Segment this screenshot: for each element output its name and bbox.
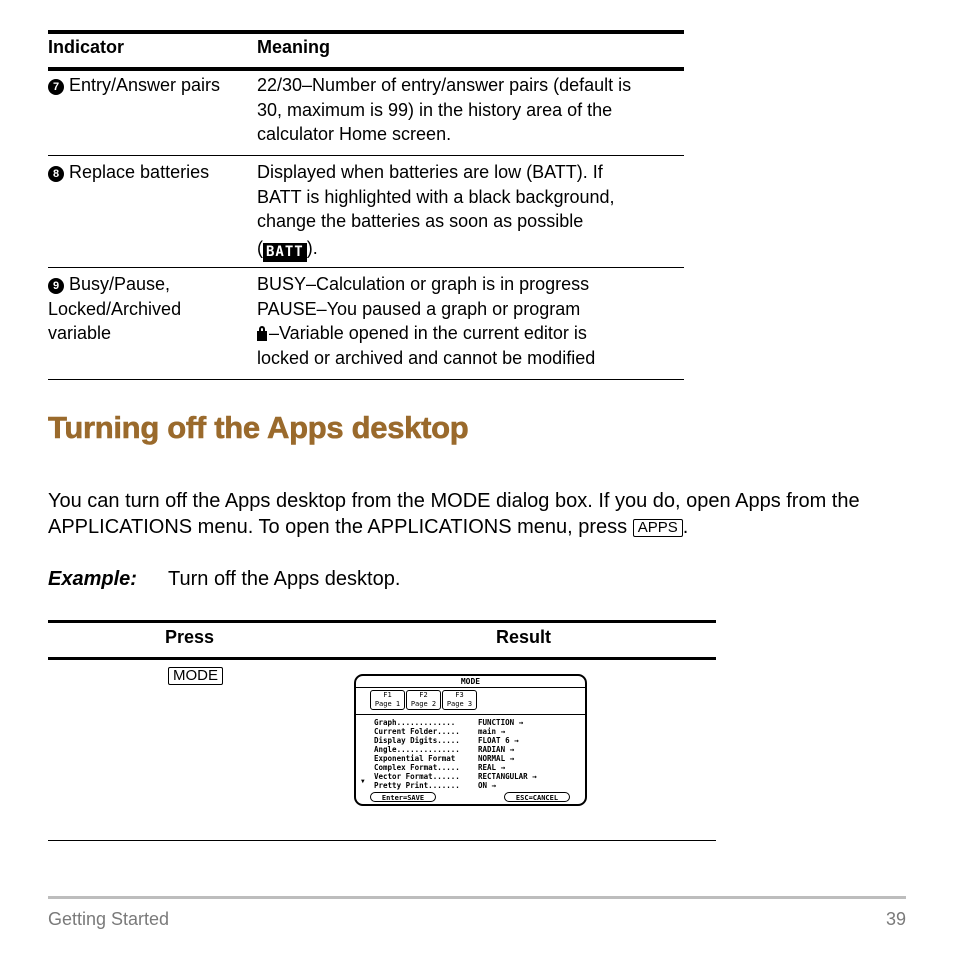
tab-label: Page 3 [446, 700, 473, 708]
example-label: Example: [48, 568, 137, 590]
tab-page-3[interactable] [442, 690, 477, 710]
paren-open: ( [257, 237, 263, 258]
row-rule [48, 155, 684, 156]
row-rule [48, 267, 684, 268]
footer-rule [48, 896, 906, 899]
setting-value[interactable]: FUNCTION → [478, 718, 524, 727]
enter-save-button[interactable]: Enter=SAVE [370, 792, 436, 802]
setting-value[interactable]: FLOAT 6 → [478, 736, 519, 745]
indicator-label: variable [48, 323, 112, 343]
indicator-label: Entry/Answer pairs [69, 75, 221, 95]
table-bottom-rule [48, 840, 716, 841]
meaning-cell [257, 160, 684, 262]
setting-value[interactable]: ON → [478, 781, 497, 790]
paren-close: ). [306, 237, 318, 258]
esc-cancel-button[interactable]: ESC=CANCEL [504, 792, 570, 802]
indicator-label: Locked/Archived [48, 298, 182, 319]
example-line [48, 568, 401, 591]
meaning-line: Displayed when batteries are low (BATT). If [257, 162, 603, 182]
meaning-cell [257, 272, 684, 370]
meaning-cell [257, 73, 684, 147]
apps-key-icon: APPS [633, 519, 683, 537]
number-8-icon: 8 [48, 166, 64, 182]
tab-key: F3 [455, 691, 464, 699]
indicator-cell [48, 160, 248, 185]
tab-label: Page 1 [374, 700, 401, 708]
number-9-icon: 9 [48, 278, 64, 294]
meaning-line: change the batteries as soon as possible [257, 211, 584, 231]
press-cell [168, 667, 223, 686]
page-number: 39 [885, 909, 906, 929]
setting-label: Angle.............. [374, 745, 460, 754]
header-rule [48, 657, 716, 660]
indicator-cell [48, 73, 248, 98]
scroll-down-icon: ▼ [361, 778, 365, 785]
setting-value[interactable]: RECTANGULAR → [478, 772, 537, 781]
meaning-line: 22/30–Number of entry/answer pairs (default is [257, 75, 632, 95]
header-press: Press [165, 627, 215, 647]
calculator-screen [354, 674, 587, 806]
meaning-text: –Variable opened in the current editor is [269, 323, 587, 343]
setting-label: Display Digits..... [374, 736, 460, 745]
setting-label: Pretty Print....... [374, 781, 460, 790]
tab-label: Page 2 [410, 700, 437, 708]
setting-value[interactable]: main → [478, 727, 506, 736]
row-rule [48, 379, 684, 380]
mode-key-icon: MODE [168, 667, 223, 685]
meaning-line: locked or archived and cannot be modified [257, 347, 596, 368]
batt-indicator-icon: BATT [263, 243, 307, 262]
meaning-line: BUSY–Calculation or graph is in progress [257, 274, 590, 294]
setting-label: Current Folder..... [374, 727, 460, 736]
indicator-cell [48, 272, 248, 346]
footer-section-name: Getting Started [48, 909, 170, 929]
setting-value[interactable]: RADIAN → [478, 745, 515, 754]
meaning-line: 30, maximum is 99) in the history area of the [257, 99, 613, 120]
tab-key: F2 [419, 691, 428, 699]
table-top-rule [48, 30, 684, 34]
header-result: Result [496, 627, 552, 647]
paragraph-end: . [682, 516, 689, 538]
header-indicator: Indicator [48, 37, 125, 57]
header-rule [48, 67, 684, 71]
number-7-icon: 7 [48, 79, 64, 95]
tab-page-1[interactable] [370, 690, 405, 710]
setting-label: Graph............. [374, 718, 456, 727]
meaning-line: calculator Home screen. [257, 124, 452, 144]
setting-value[interactable]: REAL → [478, 763, 506, 772]
press-result-table [48, 620, 716, 844]
screen-title: MODE [356, 676, 585, 688]
header-meaning: Meaning [257, 37, 331, 57]
setting-label: Complex Format..... [374, 763, 460, 772]
indicator-label: Replace batteries [69, 162, 210, 182]
meaning-line [257, 236, 684, 262]
indicator-label: Busy/Pause, [69, 274, 171, 294]
section-title: Turning off the Apps desktop [48, 410, 469, 445]
tab-key: F1 [383, 691, 392, 699]
meaning-line: PAUSE–You paused a graph or program [257, 298, 581, 319]
lock-icon [257, 326, 267, 341]
setting-label: Vector Format...... [374, 772, 460, 781]
paragraph-text: You can turn off the Apps desktop from the MODE dialog box. If you do, open Apps from the APPLICATIONS menu. To open the APPLICATIONS menu, press [48, 490, 860, 538]
tab-page-2[interactable] [406, 690, 441, 710]
meaning-line: BATT is highlighted with a black background, [257, 186, 615, 207]
tab-rule [356, 714, 585, 715]
body-paragraph [48, 488, 918, 540]
meaning-line [257, 321, 684, 346]
table-top-rule [48, 620, 716, 623]
setting-value[interactable]: NORMAL → [478, 754, 515, 763]
setting-label: Exponential Format [374, 754, 456, 763]
example-text: Turn off the Apps desktop. [168, 568, 401, 590]
